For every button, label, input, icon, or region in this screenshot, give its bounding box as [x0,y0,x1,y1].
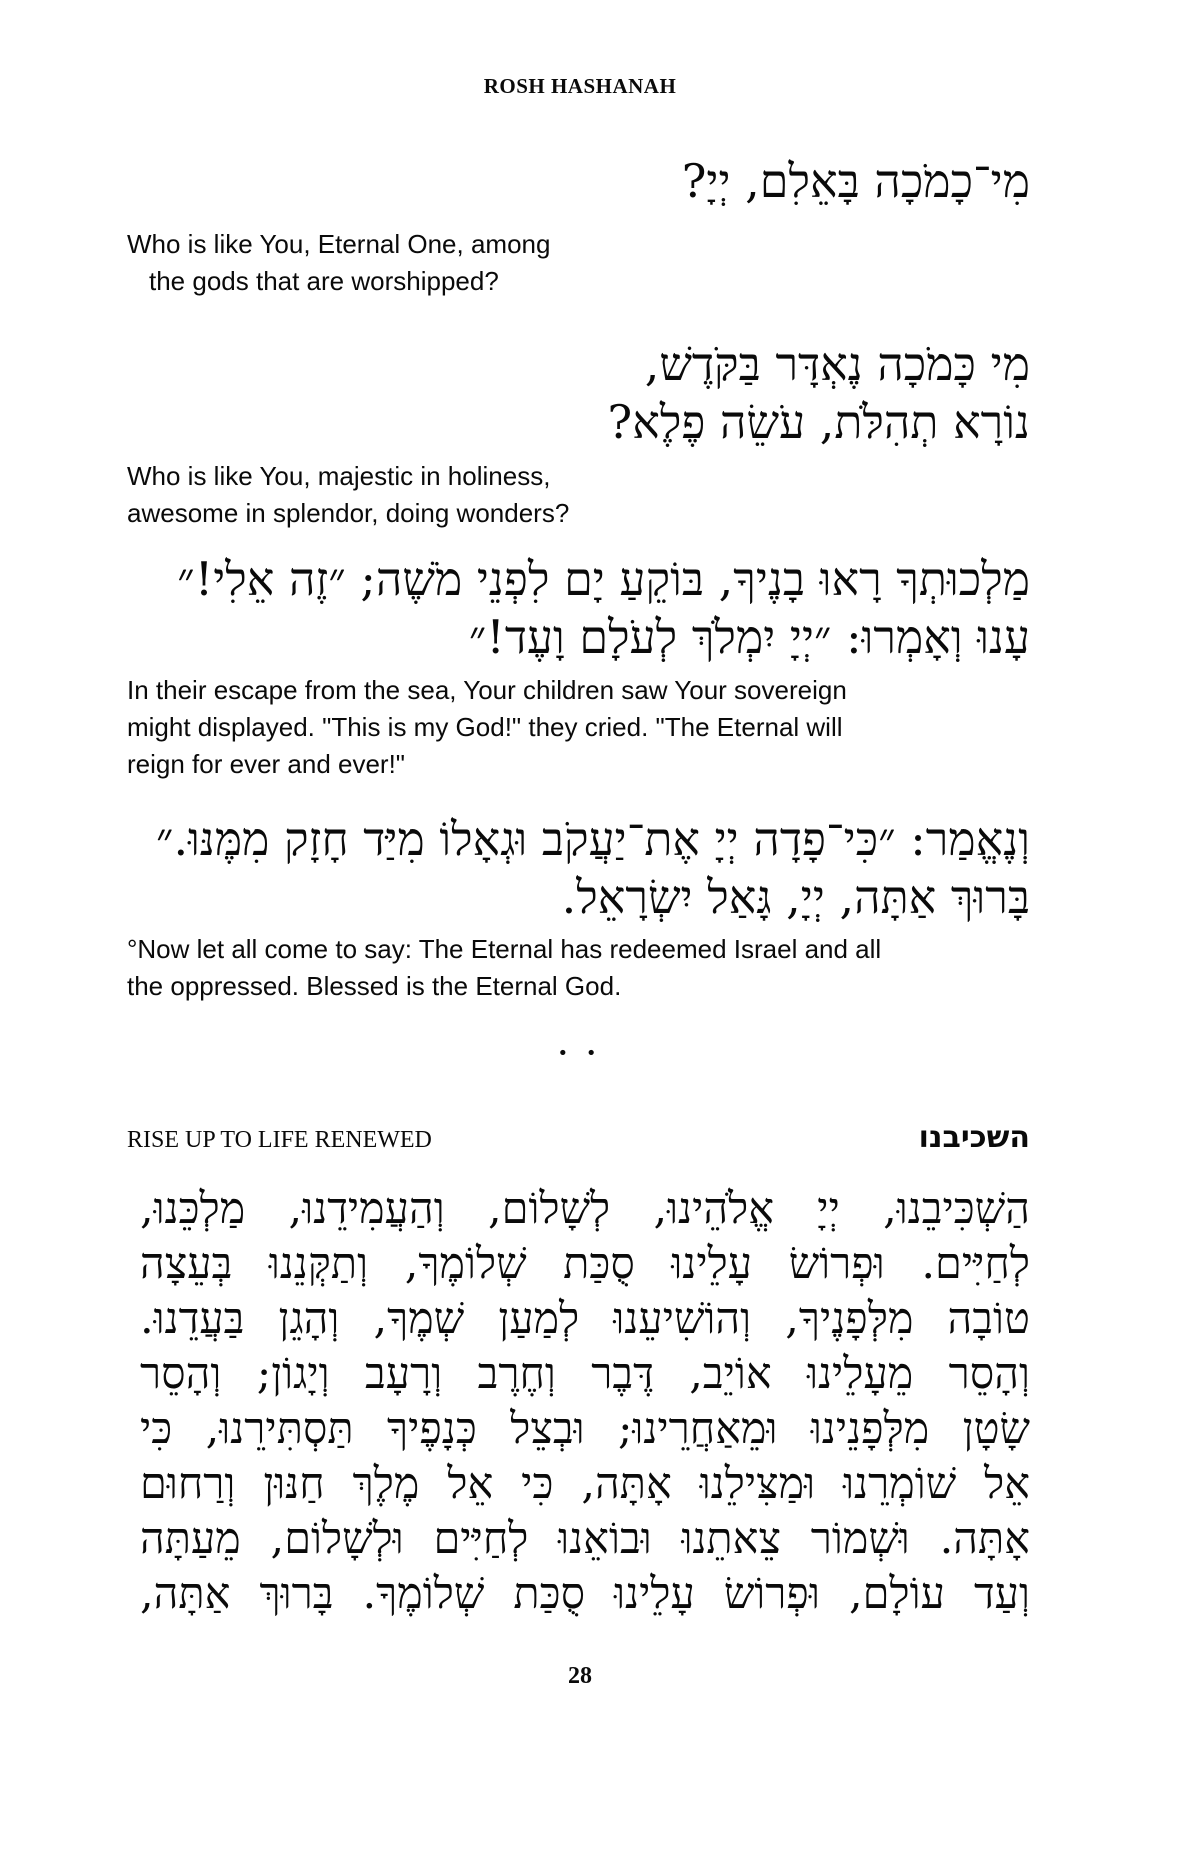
english-translation-4 [127,931,881,1005]
section-title-english: RISE UP TO LIFE RENEWED [127,1127,432,1153]
english-line: the gods that are worshipped? [149,266,499,296]
english-line: Who is like You, Eternal One, among [127,229,551,259]
section-title-hebrew: השכיבנו [918,1120,1030,1155]
english-line: °Now let all come to say: The Eternal has redeemed Israel and all [127,934,882,964]
prayer-line: אָתָּה. וּשְׁמוֹר צֵאתֵנוּ וּבוֹאֵנוּ לְחַיִּים וּלְשָׁלוֹם, מֵעַתָּה [140,1514,1030,1564]
page-number: 28 [568,1663,592,1689]
english-line: Who is like You, majestic in holiness, [127,461,551,491]
hebrew-verse-1 [682,152,1030,210]
english-line: reign for ever and ever!" [127,749,406,779]
hebrew-line: נוֹרָא תְהִלֹּת, עֹשֵׂה פֶלֶא? [607,395,1030,449]
english-line: might displayed. "This is my God!" they cried. "The Eternal will [127,712,843,742]
english-translation-3 [127,672,847,783]
prayer-line: וְהָסֵר מֵעָלֵינוּ אוֹיֵב, דֶּבֶר וְחֶרֶב וְרָעָב וְיָגוֹן; וְהָסֵר [140,1349,1030,1399]
hebrew-verse-3 [177,550,1030,666]
english-line: the oppressed. Blessed is the Eternal God. [127,971,622,1001]
hebrew-line: עָנוּ וְאָמְרוּ: ״יְיָ יִמְלֹךְ לְעֹלָם וָעֶד!״ [468,610,1030,664]
prayer-line: טוֹבָה מִלְּפָנֶיךָ, וְהוֹשִׁיעֵנוּ לְמַעַן שְׁמֶךָ, וְהָגֵן בַּעֲדֵנוּ. [140,1294,1030,1344]
english-translation-2 [127,458,569,532]
hashkiveinu-prayer [140,1182,1030,1622]
section-separator: • • [557,1043,603,1064]
hebrew-verse-2 [608,335,1030,451]
hebrew-line: מַלְכוּתְךָ רָאוּ בָנֶיךָ, בּוֹקֵעַ יָם לִפְנֵי מֹשֶׁה; ״זֶה אֵלִי!״ [177,552,1030,606]
prayer-line: שָׂטָן מִלְּפָנֵינוּ וּמֵאַחֲרֵינוּ; וּבְצֵל כְּנָפֶיךָ תַּסְתִּירֵנוּ, כִּי [140,1404,1030,1454]
hebrew-line: בָּרוּךְ אַתָּה, יְיָ, גָּאַל יִשְׂרָאֵל. [561,870,1030,924]
hebrew-line: מִי כָּמֹכָה נֶאְדָּר בַּקֹּדֶשׁ, [644,337,1030,391]
hebrew-line: וְנֶאֱמַר: ״כִּי־פָדָה יְיָ אֶת־יַעֲקֹב וּגְאָלוֹ מִיַּד חָזָק מִמֶּנּוּ.״ [156,812,1030,866]
prayer-line: לְחַיִּים. וּפְרוֹשׂ עָלֵינוּ סֻכַּת שְׁלוֹמֶךָ, וְתַקְּנֵנוּ בְּעֵצָה [140,1239,1030,1289]
english-translation-1 [127,226,550,300]
hebrew-verse-4 [156,810,1030,926]
hebrew-line: מִי־כָמֹכָה בָּאֵלִם, יְיָ? [681,154,1030,208]
prayer-line: וְעַד עוֹלָם, וּפְרוֹשׂ עָלֵינוּ סֻכַּת שְׁלוֹמֶךָ. בָּרוּךְ אַתָּה, [140,1569,1030,1619]
prayer-line: הַשְׁכִּיבֵנוּ, יְיָ אֱלֹהֵינוּ, לְשָׁלוֹם, וְהַעֲמִידֵנוּ, מַלְכֵּנוּ, [140,1184,1030,1234]
english-line: In their escape from the sea, Your children saw Your sovereign [127,675,847,705]
english-line: awesome in splendor, doing wonders? [127,498,570,528]
prayer-line: אֵל שׁוֹמְרֵנוּ וּמַצִּילֵנוּ אָתָּה, כִּי אֵל מֶלֶךְ חַנּוּן וְרַחוּם [140,1459,1030,1509]
running-head: ROSH HASHANAH [483,74,677,98]
